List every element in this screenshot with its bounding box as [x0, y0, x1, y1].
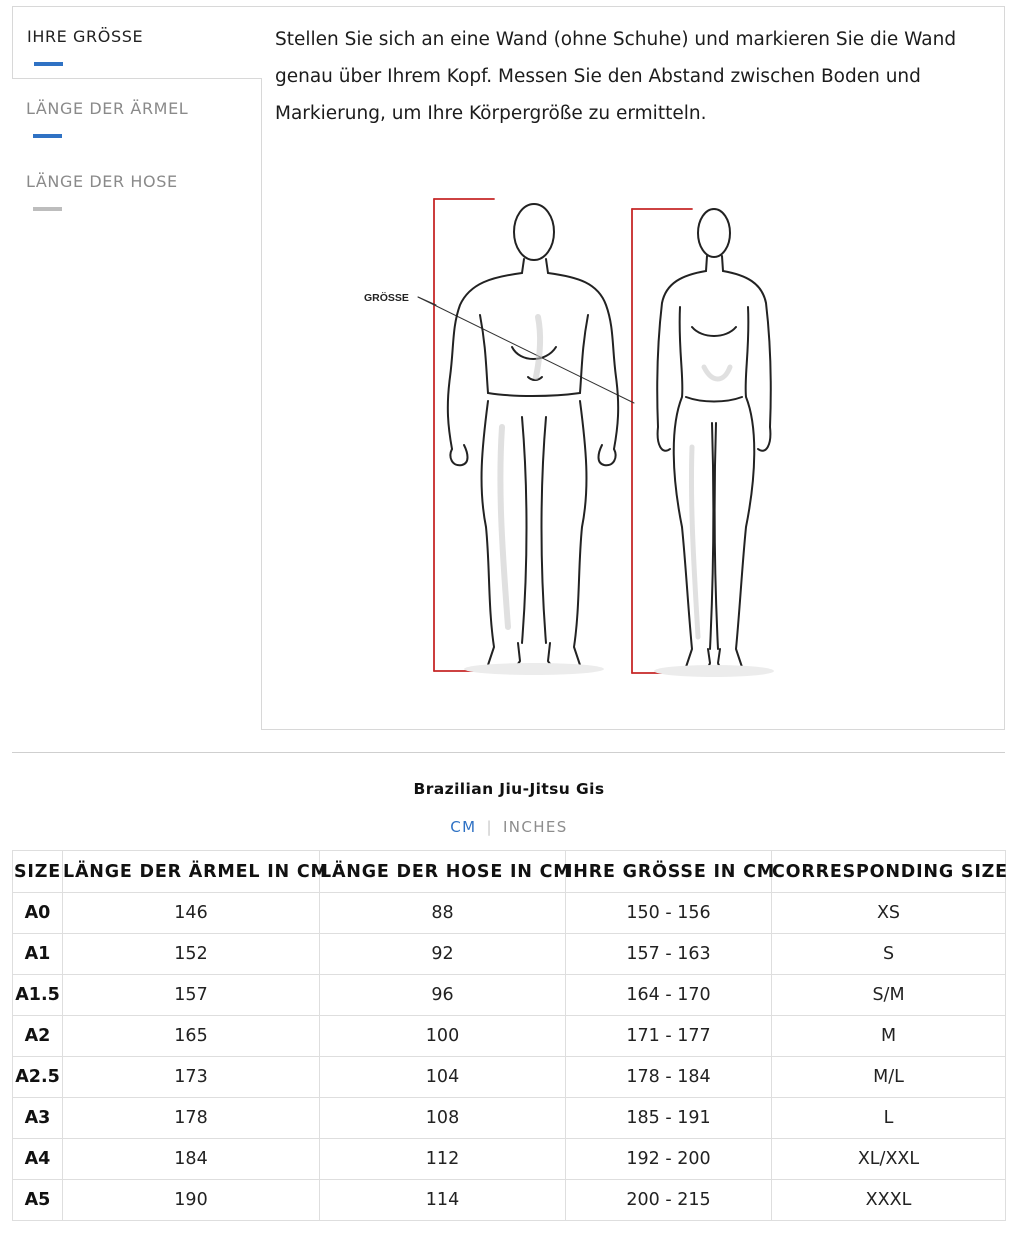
- tab-ihre-groesse[interactable]: [12, 6, 262, 79]
- cell-height: 164 - 170: [566, 975, 772, 1016]
- table-header-row: [13, 851, 1006, 893]
- cell-size: A1: [13, 934, 63, 975]
- tab-label: LÄNGE DER ÄRMEL: [26, 99, 189, 118]
- cell-sleeve-length: 184: [63, 1139, 320, 1180]
- height-callout-label: GRÖSSE: [364, 292, 409, 304]
- column-header-sleeve-length: LÄNGE DER ÄRMEL IN CM: [63, 851, 320, 893]
- column-header-height: IHRE GRÖSSE IN CM: [566, 851, 772, 893]
- cell-pants-length: 112: [320, 1139, 566, 1180]
- unit-inches-button[interactable]: INCHES: [502, 818, 568, 836]
- male-ground-shadow: [464, 663, 604, 675]
- table-row: [13, 1098, 1006, 1139]
- cell-pants-length: 104: [320, 1057, 566, 1098]
- table-row: [13, 975, 1006, 1016]
- table-row: [13, 1180, 1006, 1221]
- column-header-corresponding-size: CORRESPONDING SIZE: [772, 851, 1006, 893]
- cell-size: A5: [13, 1180, 63, 1221]
- cell-pants-length: 108: [320, 1098, 566, 1139]
- cell-pants-length: 88: [320, 893, 566, 934]
- cell-height: 192 - 200: [566, 1139, 772, 1180]
- cell-pants-length: 114: [320, 1180, 566, 1221]
- size-chart-table: [12, 850, 1006, 1221]
- cell-sleeve-length: 146: [63, 893, 320, 934]
- cell-height: 178 - 184: [566, 1057, 772, 1098]
- size-guide-panel: [12, 6, 1005, 730]
- unit-separator: |: [486, 818, 493, 836]
- cell-size: A4: [13, 1139, 63, 1180]
- table-row: [13, 1016, 1006, 1057]
- cell-size: A1.5: [13, 975, 63, 1016]
- cell-size: A0: [13, 893, 63, 934]
- height-callout-lines: [418, 297, 634, 403]
- cell-corresponding-size: S: [772, 934, 1006, 975]
- table-row: [13, 1057, 1006, 1098]
- body-measurement-illustration: [352, 187, 792, 687]
- cell-height: 171 - 177: [566, 1016, 772, 1057]
- column-header-size: SIZE: [13, 851, 63, 893]
- cell-corresponding-size: XL/XXL: [772, 1139, 1006, 1180]
- cell-pants-length: 100: [320, 1016, 566, 1057]
- section-divider: [12, 752, 1005, 753]
- unit-toggle: [0, 818, 1018, 836]
- table-row: [13, 934, 1006, 975]
- cell-sleeve-length: 190: [63, 1180, 320, 1221]
- cell-height: 150 - 156: [566, 893, 772, 934]
- tab-laenge-der-hose[interactable]: [12, 152, 262, 224]
- table-row: [13, 893, 1006, 934]
- male-figure: [448, 204, 618, 668]
- male-figure-shading: [500, 317, 540, 627]
- cell-corresponding-size: S/M: [772, 975, 1006, 1016]
- female-ground-shadow: [654, 665, 774, 677]
- cell-size: A2: [13, 1016, 63, 1057]
- cell-corresponding-size: M: [772, 1016, 1006, 1057]
- tab-indicator-bar: [33, 134, 62, 138]
- cell-height: 200 - 215: [566, 1180, 772, 1221]
- cell-height: 185 - 191: [566, 1098, 772, 1139]
- measurement-tabs: [12, 6, 262, 730]
- column-header-pants-length: LÄNGE DER HOSE IN CM: [320, 851, 566, 893]
- tab-indicator-bar: [33, 207, 62, 211]
- tab-indicator-bar: [34, 62, 63, 66]
- cell-sleeve-length: 165: [63, 1016, 320, 1057]
- cell-sleeve-length: 157: [63, 975, 320, 1016]
- cell-corresponding-size: XXXL: [772, 1180, 1006, 1221]
- measurement-instruction: Stellen Sie sich an eine Wand (ohne Schuhe) und markieren Sie die Wand genau über Ihrem Kopf. Messen Sie den Abstand zwischen Boden und Markierung, um Ihre Körpergröße zu ermitteln.: [275, 29, 957, 124]
- cell-corresponding-size: XS: [772, 893, 1006, 934]
- table-body: [13, 893, 1006, 1221]
- cell-corresponding-size: M/L: [772, 1057, 1006, 1098]
- cell-sleeve-length: 173: [63, 1057, 320, 1098]
- tab-content: [261, 6, 1005, 730]
- cell-corresponding-size: L: [772, 1098, 1006, 1139]
- table-row: [13, 1139, 1006, 1180]
- tab-laenge-der-aermel[interactable]: [12, 79, 262, 151]
- cell-height: 157 - 163: [566, 934, 772, 975]
- tab-label: LÄNGE DER HOSE: [26, 172, 178, 191]
- female-figure: [657, 209, 771, 670]
- cell-pants-length: 96: [320, 975, 566, 1016]
- unit-cm-button[interactable]: CM: [450, 818, 477, 836]
- cell-size: A2.5: [13, 1057, 63, 1098]
- cell-sleeve-length: 178: [63, 1098, 320, 1139]
- tab-label: IHRE GRÖSSE: [27, 27, 144, 46]
- cell-size: A3: [13, 1098, 63, 1139]
- cell-pants-length: 92: [320, 934, 566, 975]
- height-measure-line-female: [632, 209, 692, 673]
- cell-sleeve-length: 152: [63, 934, 320, 975]
- female-figure-shading: [691, 367, 730, 637]
- size-table-title: Brazilian Jiu-Jitsu Gis: [413, 780, 605, 798]
